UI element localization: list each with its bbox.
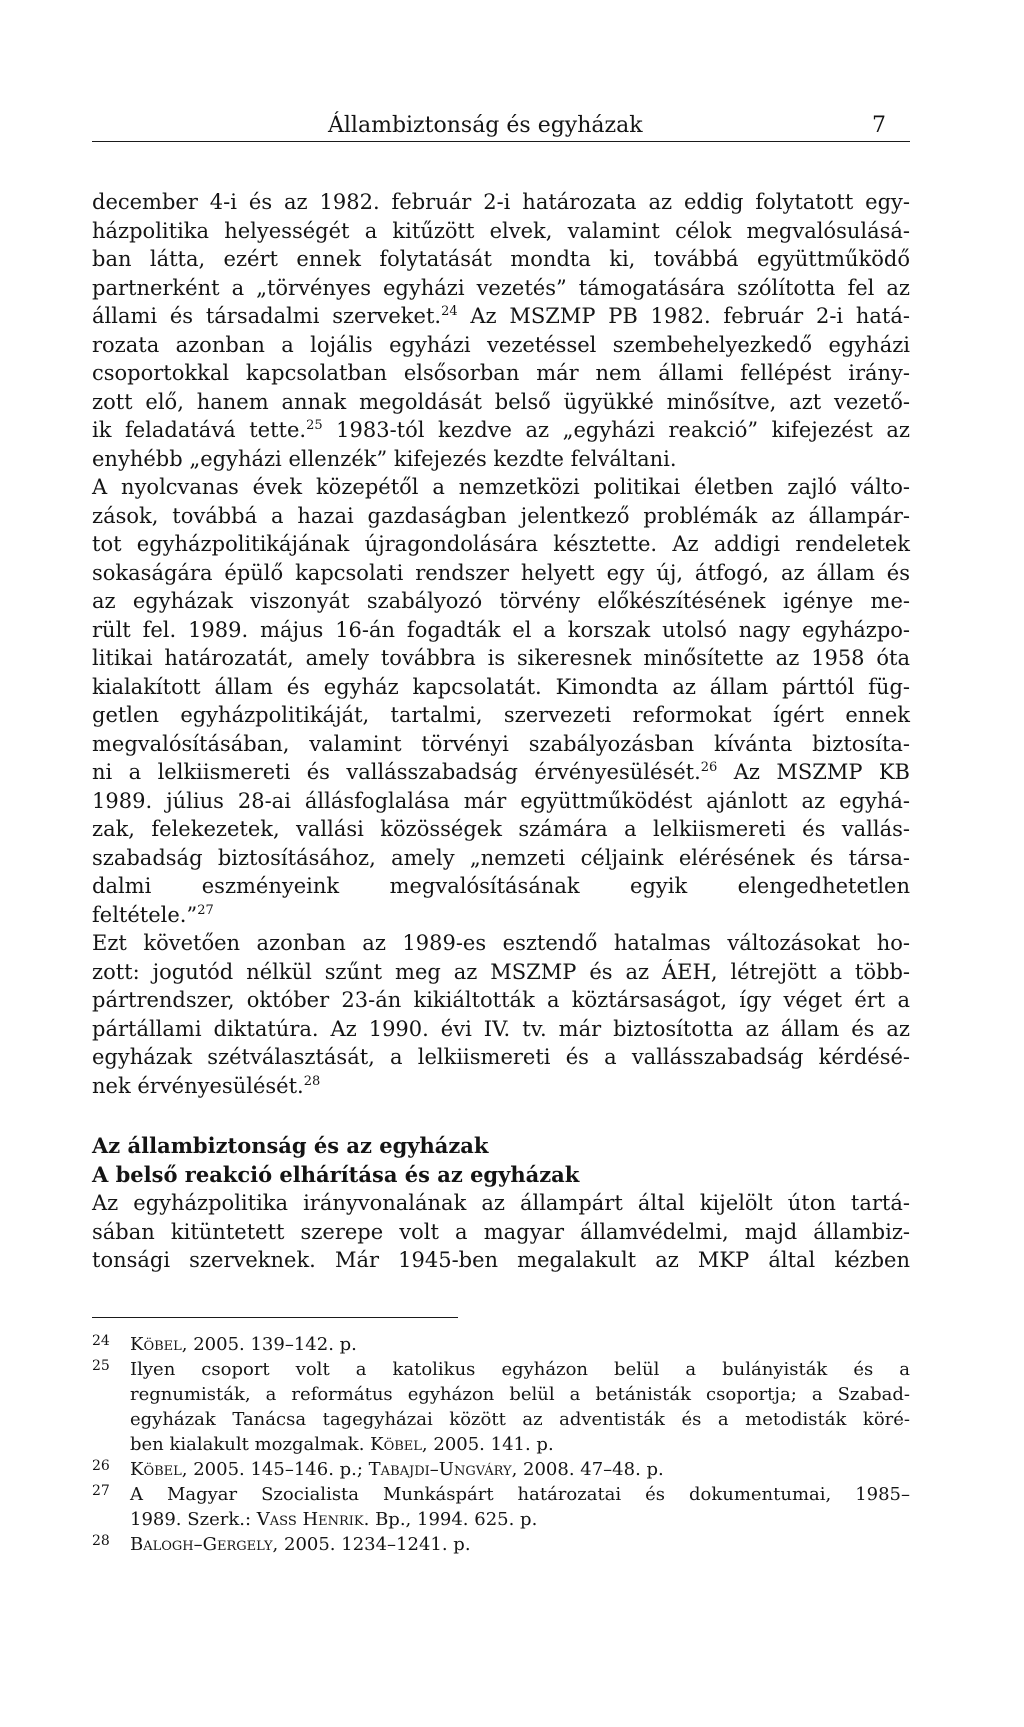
body-text xyxy=(92,188,910,1275)
footnote-rule xyxy=(92,1317,458,1318)
text-line: zott: jogutód nélkül szűnt meg az MSZMP és az ÁEH, létrejött a több- xyxy=(92,959,910,984)
footnotes xyxy=(92,1332,910,1557)
footnote-ref-26: 26 xyxy=(700,760,718,775)
text-line: Az egyházpolitika irányvonalának az állampárt által kijelölt úton tartá- xyxy=(92,1191,910,1215)
text-line: dalmi eszményeink megvalósításának egyik elengedhetetlen xyxy=(92,874,910,898)
text-line: tonsági szerveknek. Már 1945-ben megalakult az MKP által kézben xyxy=(92,1248,910,1272)
text-line: A nyolcvanas évek közepétől a nemzetközi politikai életben zajló válto- xyxy=(92,475,910,499)
text-line xyxy=(92,901,910,930)
text-line: egyházak szétválasztását, a lelkiismereti és a vallásszabadság kérdésé- xyxy=(92,1045,910,1069)
text-line xyxy=(92,302,910,331)
text-run: nek érvényesülését. xyxy=(92,1073,304,1098)
footnote-line xyxy=(130,1532,910,1557)
text-line: zások, továbbá a hazai gazdaságban jelentkező problémák az állampár- xyxy=(92,503,910,528)
text-line: csoportokkal kapcsolatban elsősorban már nem állami fellépést irány- xyxy=(92,361,910,385)
text-line: pártállami diktatúra. Az 1990. évi IV. tv. már biztosította az állam és az xyxy=(92,1016,910,1041)
paragraph-2 xyxy=(92,473,910,929)
footnote-line: egyházak Tanácsa tagegyházai között az adventisták és a metodisták köré- xyxy=(130,1409,910,1430)
footnote-26 xyxy=(92,1457,910,1482)
footnote-line: regnumisták, a református egyházon belül a betánisták csoportja; a Szabad- xyxy=(130,1384,910,1405)
footnote-number: 27 xyxy=(92,1483,110,1499)
text-line: partnerként a „törvényes egyházi vezetés” támogatására szólította fel az xyxy=(92,275,910,300)
text-line xyxy=(92,1072,910,1101)
text-line: ban látta, ezért ennek folytatását mondta ki, továbbá együttműködő xyxy=(92,247,910,271)
text-line: az egyházak viszonyát szabályozó törvény előkészítésének igénye me- xyxy=(92,589,910,613)
text-line: tot egyházpolitikájának újragondolására késztette. Az addigi rendeletek xyxy=(92,532,910,556)
paragraph-1 xyxy=(92,188,910,473)
text-line: zott elő, hanem annak megoldását belső ügyükké minősítve, azt vezető- xyxy=(92,389,910,414)
text-line: sában kitüntetett szerepe volt a magyar államvédelmi, majd állambiz- xyxy=(92,1219,910,1244)
text-line xyxy=(92,416,910,445)
text-run: . Bp., 1994. 625. p. xyxy=(363,1509,538,1530)
text-line: 1989. július 28-ai állásfoglalása már együttműködést ajánlott az egyhá- xyxy=(92,788,910,813)
footnote-line xyxy=(130,1432,910,1457)
footnote-28 xyxy=(92,1532,910,1557)
text-line: getlen egyházpolitikáját, tartalmi, szervezeti reformokat ígért ennek xyxy=(92,703,910,727)
text-line: házpolitika helyességét a kitűzött elvek, valamint célok megvalósulásá- xyxy=(92,218,910,243)
footnote-ref-27: 27 xyxy=(197,902,214,918)
footnote-line xyxy=(130,1332,910,1357)
text-line: Ezt követően azonban az 1989-es esztendő hatalmas változásokat ho- xyxy=(92,931,910,955)
footnote-ref-25: 25 xyxy=(306,418,323,433)
running-title: Állambiztonság és egyházak xyxy=(328,113,643,138)
footnote-line: A Magyar Szocialista Munkáspárt határozatai és dokumentumai, 1985– xyxy=(130,1484,910,1505)
text-run: feltétele.” xyxy=(92,902,198,927)
text-run: , 2008. 47–48. p. xyxy=(511,1459,664,1480)
text-run: , 2005. 1234–1241. p. xyxy=(272,1534,471,1555)
text-line: zak, felekezetek, vallási közösségek számára a lelkiismereti és vallás- xyxy=(92,817,910,841)
paragraph-4 xyxy=(92,1189,910,1275)
footnote-number: 24 xyxy=(92,1333,110,1349)
text-line: pártrendszer, október 23-án kikiáltották a köztársaságot, így véget ért a xyxy=(92,988,910,1012)
text-run: állami és társadalmi szerveket. xyxy=(92,304,442,328)
section-heading: Az állambiztonság és az egyházak xyxy=(92,1133,489,1158)
text-line xyxy=(92,758,910,787)
header-rule xyxy=(92,141,910,142)
footnote-number: 26 xyxy=(92,1458,110,1474)
footnote-number: 28 xyxy=(92,1533,110,1549)
text-line: enyhébb „egyházi ellenzék” kifejezés kezdte felváltani. xyxy=(92,446,677,471)
text-run: Az MSZMP PB 1982. február 2-i hatá- xyxy=(457,304,910,328)
running-head xyxy=(92,112,912,148)
text-run: ben kialakult mozgalmak. xyxy=(130,1434,371,1455)
subsection-heading: A belső reakció elhárítása és az egyházak xyxy=(92,1161,580,1187)
text-line: rült fel. 1989. május 16-án fogadták el a korszak utolsó nagy egyházpo- xyxy=(92,617,910,642)
footnote-ref-28: 28 xyxy=(303,1073,321,1089)
section-gap xyxy=(92,1100,910,1132)
text-run: 1983-tól kezdve az „egyházi reakció” kifejezést az xyxy=(322,418,910,442)
text-run: Az MSZMP KB xyxy=(717,760,910,784)
footnote-line: Ilyen csoport volt a katolikus egyházon belül a bulányisták és a xyxy=(130,1359,910,1380)
text-line: megvalósításában, valamint törvényi szabályozásban kívánta biztosíta- xyxy=(92,731,910,756)
text-run: , 2005. 141. p. xyxy=(421,1434,554,1455)
text-line: sokaságára épülő kapcsolati rendszer helyett egy új, átfogó, az állam és xyxy=(92,560,910,585)
text-run: 1989. Szerk.: xyxy=(130,1509,257,1530)
text-run: ik feladatává tette. xyxy=(92,418,307,442)
author-name: Balogh–Gergely xyxy=(130,1534,273,1555)
footnote-24 xyxy=(92,1332,910,1357)
text-line: litikai határozatát, amely továbbra is sikeresnek minősítette az 1958 óta xyxy=(92,646,910,670)
footnote-ref-24: 24 xyxy=(441,304,458,319)
page-number: 7 xyxy=(872,113,886,138)
footnote-25 xyxy=(92,1357,910,1457)
text-run: ni a lelkiismereti és vallásszabadság érvényesülését. xyxy=(92,760,701,784)
text-line: kialakított állam és egyház kapcsolatát. Kimondta az állam párttól füg- xyxy=(92,674,910,699)
author-name: Köbel xyxy=(130,1334,182,1355)
footnote-line xyxy=(130,1457,910,1482)
footnote-27 xyxy=(92,1482,910,1532)
footnote-line xyxy=(130,1507,910,1532)
author-name: Köbel xyxy=(370,1434,422,1455)
author-name: Tabajdi–Ungváry xyxy=(368,1459,512,1480)
text-run: , 2005. 145–146. p.; xyxy=(181,1459,369,1480)
text-run: , 2005. 139–142. p. xyxy=(181,1334,357,1355)
text-line: rozata azonban a lojális egyházi vezetéssel szembehelyezkedő egyházi xyxy=(92,332,910,357)
author-name: Köbel xyxy=(130,1459,182,1480)
text-line: szabadság biztosításához, amely „nemzeti céljaink elérésének és társa- xyxy=(92,845,910,870)
paragraph-3 xyxy=(92,929,910,1100)
author-name: Vass Henrik xyxy=(256,1509,364,1530)
footnote-number: 25 xyxy=(92,1358,110,1374)
text-line: december 4-i és az 1982. február 2-i határozata az eddig folytatott egy- xyxy=(92,190,910,214)
